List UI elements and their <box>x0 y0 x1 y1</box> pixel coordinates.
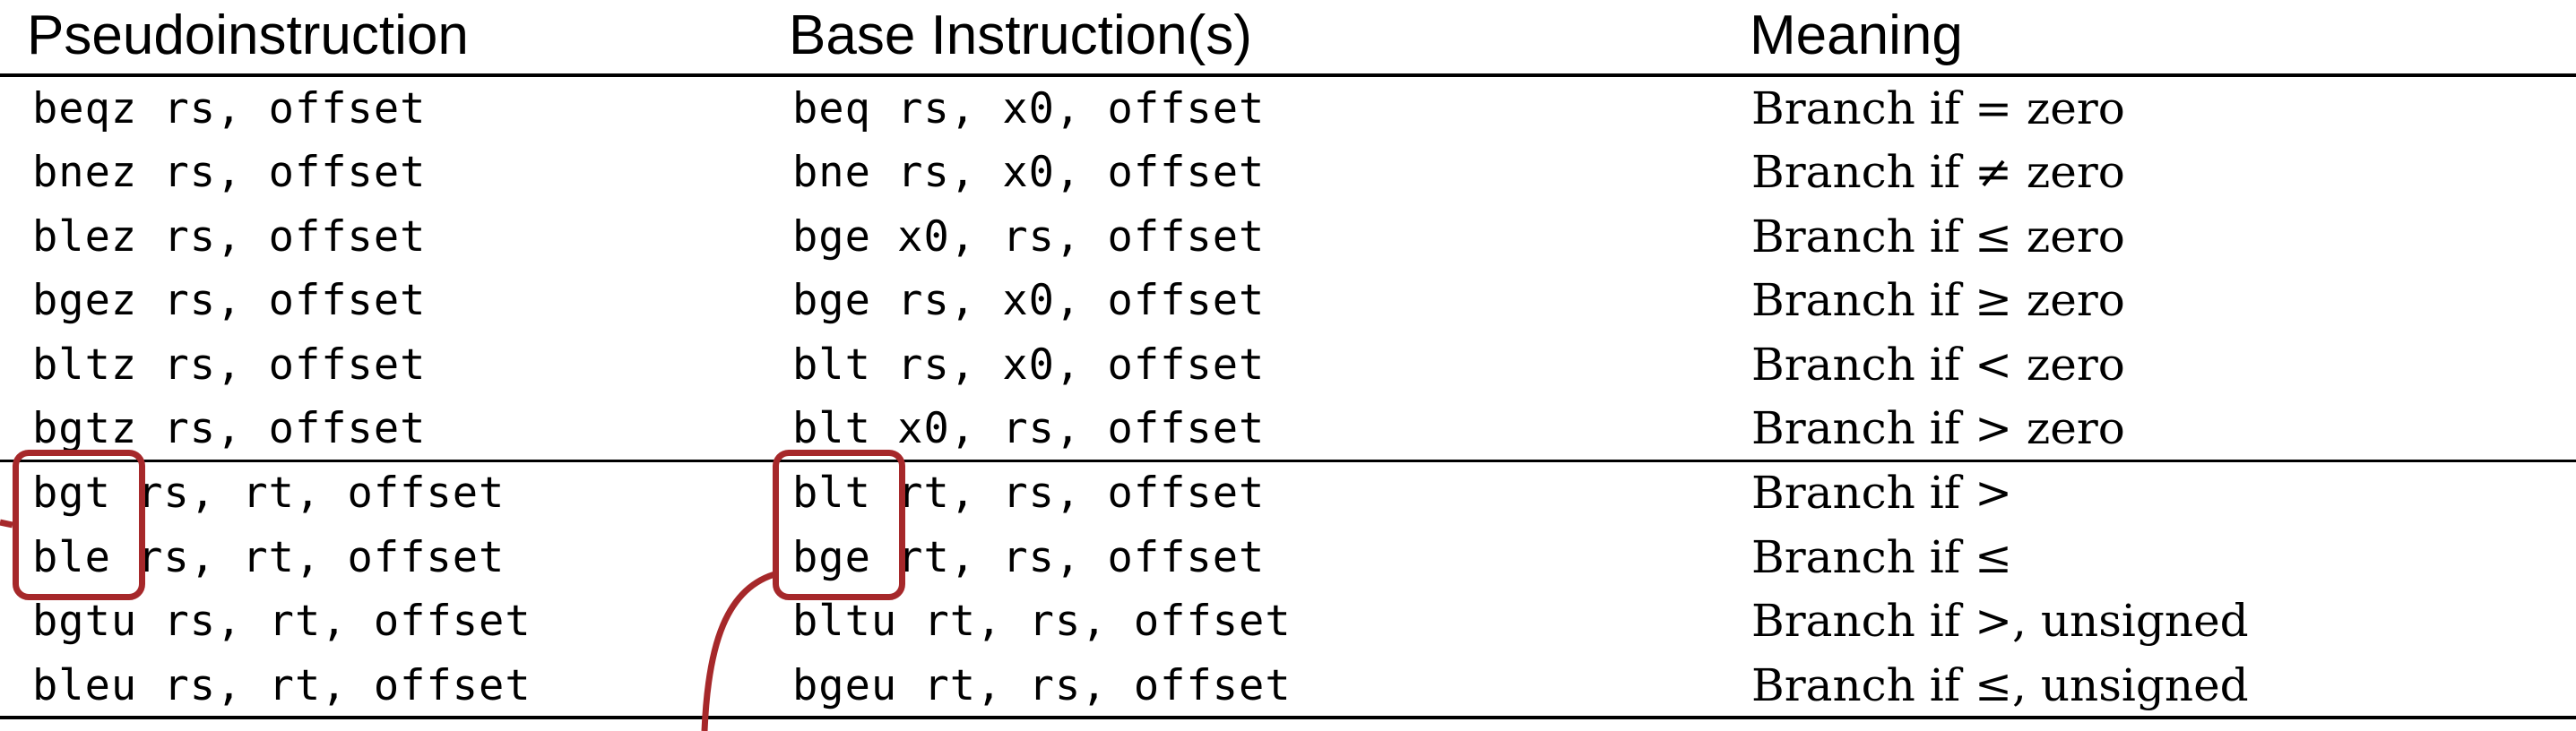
pseudo-cell: ble rs, rt, offset <box>32 532 506 582</box>
base-cell: bge rs, x0, offset <box>792 276 1266 326</box>
highlight-box-pseudo-mnemonic <box>13 450 145 600</box>
base-cell: beq rs, x0, offset <box>792 84 1266 133</box>
pseudo-cell: bgtz rs, offset <box>32 403 427 453</box>
base-cell: bgeu rt, rs, offset <box>792 660 1292 710</box>
meaning-cell: Branch if ≥ zero <box>1751 274 2125 327</box>
meaning-cell: Branch if < zero <box>1751 338 2125 391</box>
table-body <box>0 77 2576 718</box>
table-row <box>0 77 2576 141</box>
header-pseudoinstruction: Pseudoinstruction <box>27 4 469 66</box>
pseudo-cell: bleu rs, rt, offset <box>32 660 532 710</box>
pseudo-cell: blez rs, offset <box>32 211 427 262</box>
meaning-cell: Branch if > <box>1751 467 2013 520</box>
base-cell: blt x0, rs, offset <box>792 403 1266 453</box>
header-meaning: Meaning <box>1750 4 1963 66</box>
table-header <box>0 0 2576 72</box>
table-row <box>0 333 2576 397</box>
base-cell: bge x0, rs, offset <box>792 211 1266 262</box>
table-row <box>0 141 2576 204</box>
meaning-cell: Branch if ≤ zero <box>1751 210 2125 262</box>
meaning-cell: Branch if > zero <box>1751 401 2125 454</box>
table-row <box>0 654 2576 718</box>
table-row <box>0 397 2576 460</box>
meaning-cell: Branch if >, unsigned <box>1751 595 2249 648</box>
pseudo-cell: bgez rs, offset <box>32 276 427 326</box>
table-row <box>0 269 2576 332</box>
pseudo-cell: bgtu rs, rt, offset <box>32 597 532 647</box>
table-row <box>0 461 2576 525</box>
pseudo-cell: bgt rs, rt, offset <box>32 469 506 519</box>
base-cell: blt rs, x0, offset <box>792 340 1266 390</box>
pseudo-cell: beqz rs, offset <box>32 84 427 133</box>
meaning-cell: Branch if ≤ <box>1751 530 2013 583</box>
base-cell: bge rt, rs, offset <box>792 532 1266 582</box>
base-cell: bne rs, x0, offset <box>792 148 1266 198</box>
pseudo-cell: bnez rs, offset <box>32 148 427 198</box>
meaning-cell: Branch if ≤, unsigned <box>1751 658 2249 711</box>
meaning-cell: Branch if = zero <box>1751 82 2125 134</box>
highlight-box-base-mnemonic <box>773 450 905 600</box>
table-row <box>0 589 2576 653</box>
base-cell: blt rt, rs, offset <box>792 469 1266 519</box>
pseudo-cell: bltz rs, offset <box>32 340 427 390</box>
meaning-cell: Branch if ≠ zero <box>1751 146 2125 199</box>
header-base-instructions: Base Instruction(s) <box>789 4 1252 66</box>
table-row <box>0 526 2576 589</box>
table-row <box>0 205 2576 269</box>
base-cell: bltu rt, rs, offset <box>792 597 1292 647</box>
